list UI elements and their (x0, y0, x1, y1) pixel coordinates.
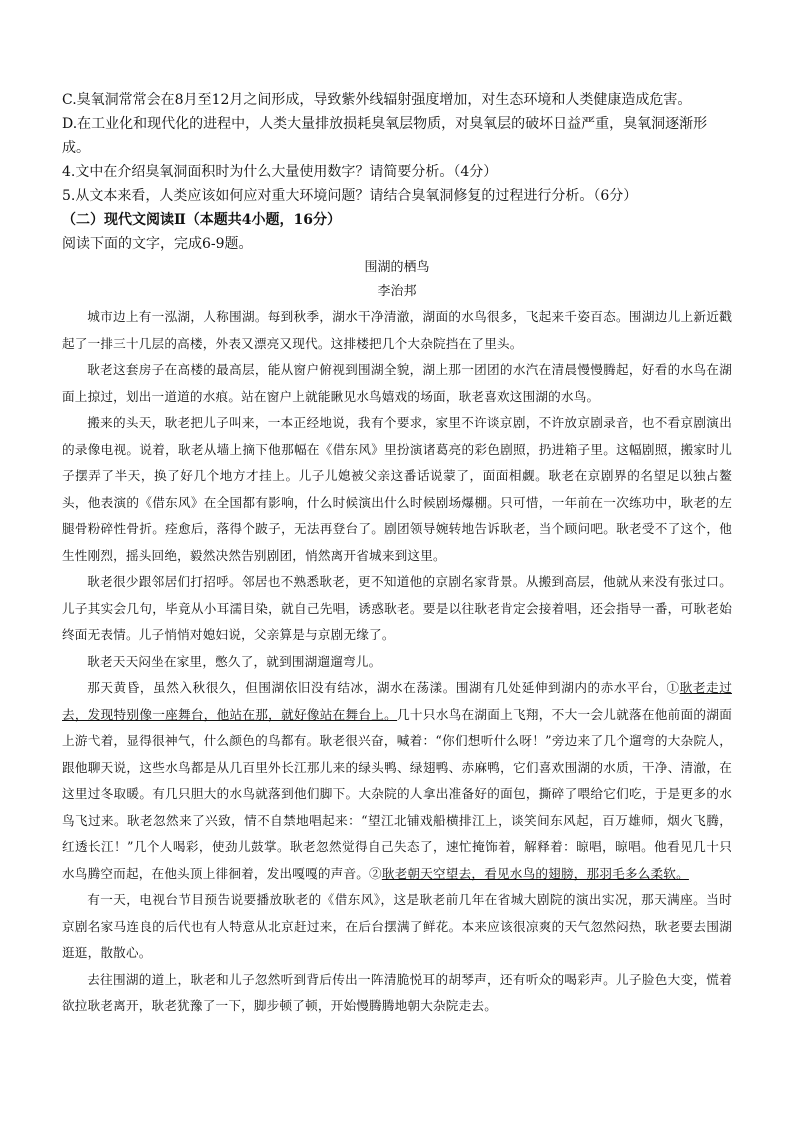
article-author: 李治邦 (377, 284, 417, 299)
option-d-line2: 成。 (62, 140, 90, 156)
article-paragraph-7: 有一天，电视台节目预告说要播放耿老的《借东风》，这是耿老前几年在省城大剧院的演出实况，那天满座。当时京剧名家马连良的后代也有人特意从北京赶过来，在后台摆满了鲜花。本来应该很凉爽的天气忽然闷热，耿老要去围湖逛逛，散散心。 (62, 892, 732, 960)
underlined-sentence-1: 耿老走过去，发现特别像一座舞台，他站在那，就好像站在舞台上。 (62, 680, 732, 722)
section-heading: （二）现代文阅读Ⅱ（本题共4小题，16分） (62, 212, 342, 228)
paragraph-6-text-a: 那天黄昏，虽然入秋很久，但围湖依旧没有结冰，湖水在荡漾。围湖有几处延伸到湖内的赤水平台，① (87, 680, 680, 695)
article-paragraph-4: 耿老很少跟邻居们打招呼。邻居也不熟悉耿老，更不知道他的京剧名家背景。从搬到高层，他就从来没有张过口。儿子其实会几句，毕竟从小耳濡目染，就自己先唱，诱惑耿老。要是以往耿老肯定会接着唱，还会指导一番，可耿老始终面无表情。儿子悄悄对媳妇说，父亲算是与京剧无缘了。 (62, 574, 732, 642)
question-5: 5.从文本来看，人类应该如何应对重大环境问题？请结合臭氧洞修复的过程进行分析。（6分） (62, 188, 638, 204)
section-instruction: 阅读下面的文字，完成6-9题。 (62, 236, 253, 252)
question-4: 4.文中在介绍臭氧洞面积时为什么大量使用数字？请简要分析。（4分） (62, 164, 498, 180)
paragraph-6-text-b: 几十只水鸟在湖面上飞翔，不大一会儿就落在他前面的湖面上游弋着，显得很神气，什么颜色的鸟都有。耿老很兴奋，喊着：“你们想听什么呀！”旁边来了几个遛弯的大杂院人，跟他聊天说，这些水鸟都是从几百里外长江那儿来的绿头鸭、绿翅鸭、赤麻鸭，它们喜欢围湖的水质，干净、清澈，在这里过冬取暖。有几只胆大的水鸟就落到他们脚下。大杂院的人拿出准备好的面包，撕碎了喂给它们吃，于是更多的水鸟飞过来。耿老忽然来了兴致，情不自禁地唱起来：“望江北铺戏船横排江上，谈笑间东风起，百万雄师，烟火飞腾，红透长江！”几个人喝彩，使劲儿鼓掌。耿老忽然觉得自己失态了，速忙掩饰着，解释着：晾唱，晾唱。他看见几十只水鸟腾空而起，在他头顶上徘徊着，发出嘎嘎的声音。② (62, 706, 732, 881)
article-paragraph-1: 城市边上有一泓湖，人称围湖。每到秋季，湖水干净清澈，湖面的水鸟很多，飞起来千姿百态。围湖边儿上新近戳起了一排三十几层的高楼，外表又漂亮又现代。这排楼把几个大杂院挡在了里头。 (62, 309, 732, 351)
document-page (62, 88, 732, 1020)
underlined-sentence-2: 耿老朝天空望去，看见水鸟的翅膀，那羽毛多么柔软。 (381, 865, 689, 881)
option-c: C.臭氧洞常常会在8月至12月之间形成，导致紫外线辐射强度增加，对生态环境和人类健康造成危害。 (62, 92, 692, 108)
article-paragraph-2: 耿老这套房子在高楼的最高层，能从窗户俯视到围湖全貌，湖上那一团团的水汽在清晨慢慢腾起，好看的水鸟在湖面上掠过，划出一道道的水痕。站在窗户上就能瞅见水鸟嬉戏的场面，耿老喜欢这围湖的水鸟。 (62, 362, 732, 404)
article-title: 围湖的栖鸟 (364, 260, 430, 275)
article-paragraph-6 (62, 675, 732, 887)
article-paragraph-3: 搬来的头天，耿老把儿子叫来，一本正经地说，我有个要求，家里不许谈京剧，不许放京剧录音，也不看京剧演出的录像电视。说着，耿老从墙上摘下他那幅在《借东风》里扮演诸葛亮的彩色剧照，扔进箱子里。这幅剧照，搬家时儿子摆弄了半天，换了好几个地方才挂上。儿子儿媳被父亲这番话说蒙了，面面相觑。耿老在京剧界的名望足以独占鳌头，他表演的《借东风》在全国都有影响，什么时候演出什么时候剧场爆棚。只可惜，一年前在一次练功中，耿老的左腿骨粉碎性骨折。痊愈后，落得个跛子，无法再登台了。剧团领导婉转地告诉耿老，当个顾问吧。耿老受不了这个，他生性刚烈，摇头回绝，毅然决然告别剧团，悄然离开省城来到这里。 (62, 415, 732, 563)
option-d-line1: D.在工业化和现代化的进程中，人类大量排放损耗臭氧层物质，对臭氧层的破坏日益严重，臭氧洞逐渐形 (62, 116, 708, 132)
article-paragraph-8: 去往围湖的道上，耿老和儿子忽然听到背后传出一阵清脆悦耳的胡琴声，还有听众的喝彩声。儿子脸色大变，慌着欲拉耿老离开，耿老犹豫了一下，脚步顿了顿，开始慢腾腾地朝大杂院走去。 (62, 971, 732, 1013)
article-paragraph-5: 耿老天天闷坐在家里，憋久了，就到围湖遛遛弯儿。 (87, 653, 382, 669)
